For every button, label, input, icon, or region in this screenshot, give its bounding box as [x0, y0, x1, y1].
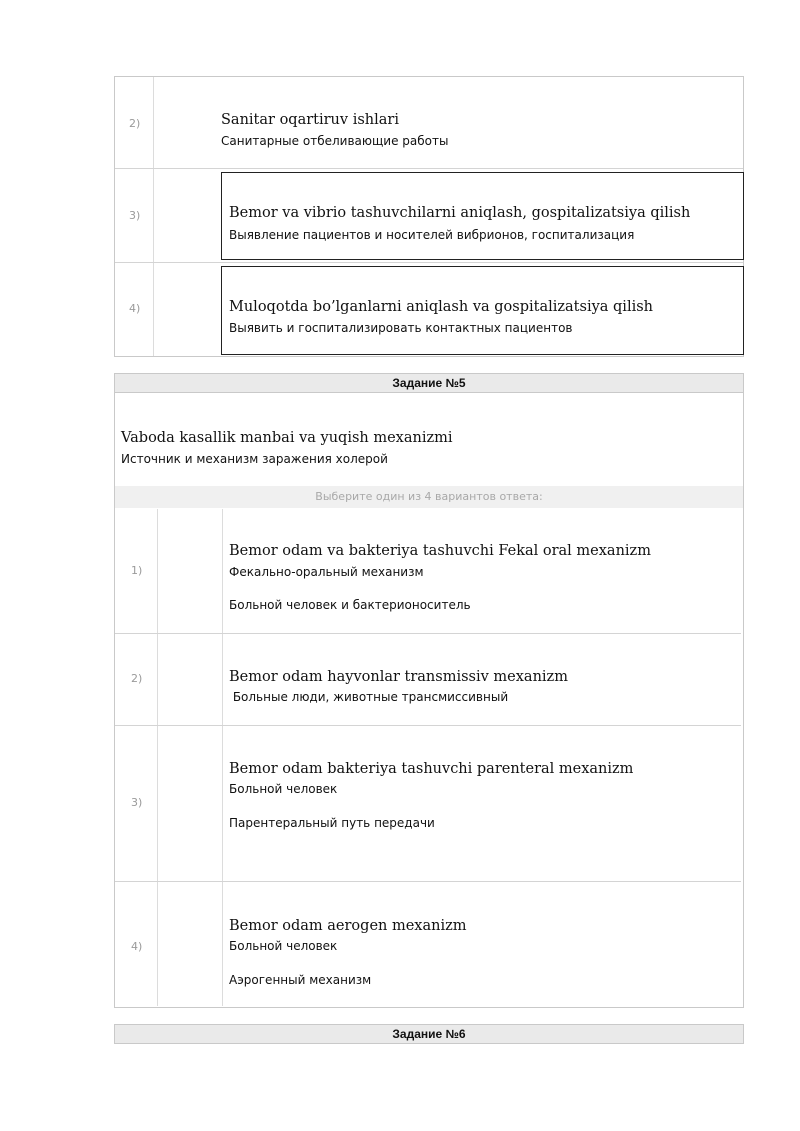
option-text-ru: Больной человек: [229, 782, 338, 796]
task5-header: Задание №5: [114, 373, 744, 393]
option-number: 4): [131, 940, 143, 953]
option-text-uz: Sanitar oqartiruv ishlari: [221, 112, 399, 128]
option-text-uz: Bemor odam bakteriya tashuvchi parenteral mexanizm: [229, 761, 634, 777]
task5-row-divider: [115, 725, 741, 726]
option-text-ru: Фекально-оральный механизм: [229, 565, 424, 579]
task5-column-divider: [222, 509, 223, 1006]
option-number: 2): [129, 117, 141, 130]
option-text-ru: Больные люди, животные трансмиссивный: [229, 690, 509, 704]
option-number: 3): [129, 209, 141, 222]
task5-row-divider: [115, 881, 741, 882]
answer-prompt: Выберите один из 4 вариантов ответа:: [115, 486, 743, 508]
task4-row-divider: [115, 262, 743, 263]
option-text-ru: Парентеральный путь передачи: [229, 816, 435, 830]
question-text-ru: Источник и механизм заражения холерой: [121, 452, 388, 466]
question-text-uz: Vaboda kasallik manbai va yuqish mexanizmi: [121, 430, 453, 446]
option-text-ru: Больной человек и бактерионоситель: [229, 598, 471, 612]
option-number: 3): [131, 796, 143, 809]
option-text-uz: Bemor va vibrio tashuvchilarni aniqlash, gospitalizatsiya qilish: [229, 205, 691, 221]
task4-column-divider: [153, 77, 154, 356]
task4-row-divider: [115, 168, 743, 169]
task5-column-divider: [157, 509, 158, 1006]
option-text-uz: Bemor odam hayvonlar transmissiv mexanizm: [229, 669, 568, 685]
option-number: 2): [131, 672, 143, 685]
option-text-ru: Выявить и госпитализировать контактных пациентов: [229, 321, 573, 335]
option-text-ru: Аэрогенный механизм: [229, 973, 372, 987]
option-text-uz: Bemor odam aerogen mexanizm: [229, 918, 467, 934]
option-number: 1): [131, 564, 143, 577]
option-text-uz: Bemor odam va bakteriya tashuvchi Fekal oral mexanizm: [229, 543, 651, 559]
option-number: 4): [129, 302, 141, 315]
option-text-ru: Выявление пациентов и носителей вибрионов, госпитализация: [229, 228, 635, 242]
option-text-ru: Больной человек: [229, 939, 338, 953]
option-text-ru: Санитарные отбеливающие работы: [221, 134, 449, 148]
task6-header: Задание №6: [114, 1024, 744, 1044]
option-text-uz: Muloqotda bo’lganlarni aniqlash va gospitalizatsiya qilish: [229, 299, 653, 315]
task5-row-divider: [115, 633, 741, 634]
